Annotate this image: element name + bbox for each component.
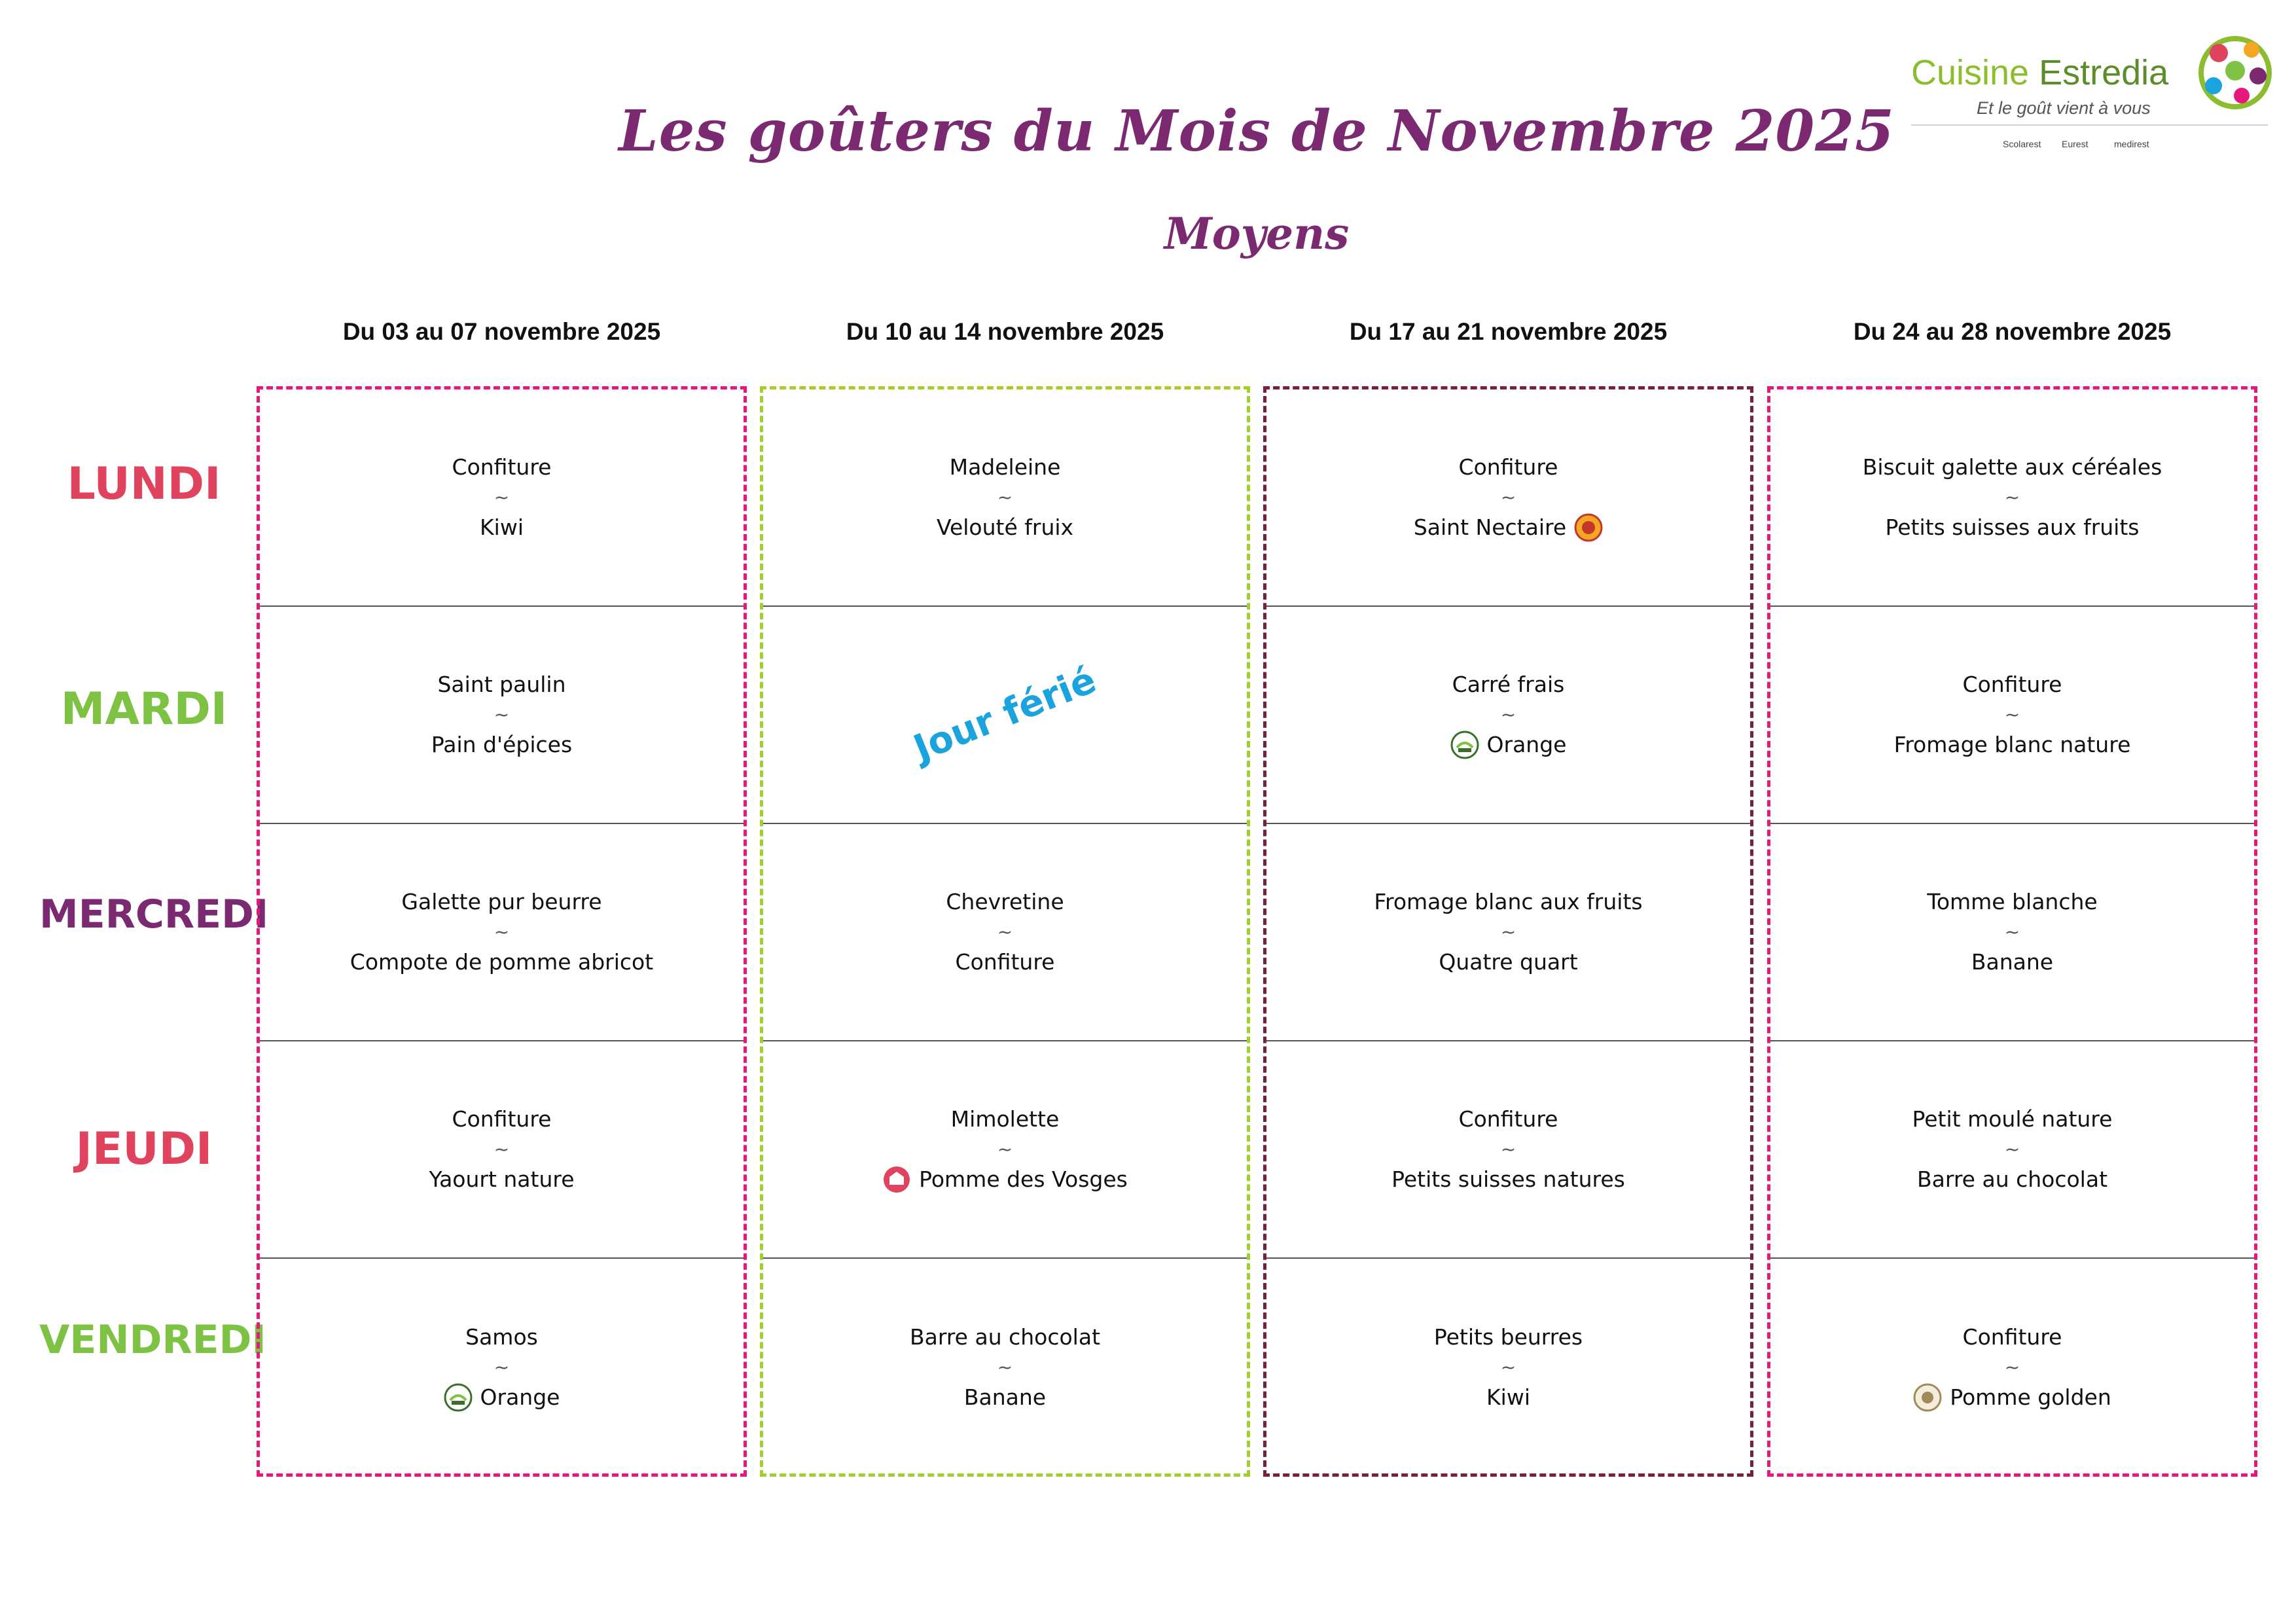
week-header-2: Du 10 au 14 novembre 2025 bbox=[846, 318, 1164, 345]
menu-item-separator: ~ bbox=[2004, 1138, 2020, 1160]
menu-item-separator: ~ bbox=[997, 1138, 1013, 1160]
menu-item-secondary: Confiture bbox=[955, 949, 1055, 975]
week-header-1: Du 03 au 07 novembre 2025 bbox=[342, 318, 661, 345]
brand-name-part1: Cuisine bbox=[1911, 53, 2039, 92]
menu-item-secondary: Kiwi bbox=[1486, 1384, 1530, 1410]
menu-cell-week4-mardi bbox=[1770, 607, 2254, 824]
menu-item-secondary-row bbox=[1450, 730, 1567, 760]
eco-label-icon bbox=[444, 1383, 473, 1412]
menu-item-secondary-row bbox=[882, 1164, 1128, 1195]
menu-item-secondary: Orange bbox=[1486, 732, 1567, 757]
menu-cell-week3-mardi bbox=[1266, 607, 1750, 824]
quality-label-icon bbox=[1913, 1383, 1942, 1412]
menu-cell-week3-mercredi bbox=[1266, 824, 1750, 1041]
week-header-3: Du 17 au 21 novembre 2025 bbox=[1349, 318, 1668, 345]
menu-cell-week4-lundi bbox=[1770, 389, 2254, 607]
menu-cell-week1-mardi bbox=[260, 607, 744, 824]
menu-item-primary: Chevretine bbox=[946, 889, 1064, 914]
menu-item-separator: ~ bbox=[493, 1356, 510, 1378]
menu-item-primary: Confiture bbox=[452, 1106, 552, 1132]
menu-cell-week4-mercredi bbox=[1770, 824, 2254, 1041]
day-label-jeudi: JEUDI bbox=[75, 1123, 213, 1175]
menu-item-secondary: Pomme des Vosges bbox=[919, 1166, 1128, 1192]
menu-item-separator: ~ bbox=[1500, 704, 1516, 725]
menu-item-primary: Galette pur beurre bbox=[401, 889, 602, 914]
menu-item-secondary: Banane bbox=[1971, 949, 2054, 975]
menu-item-secondary: Yaourt nature bbox=[429, 1166, 575, 1192]
week-column-1 bbox=[257, 386, 747, 1477]
menu-item-primary: Petit moulé nature bbox=[1912, 1106, 2113, 1132]
menu-cell-week1-mercredi bbox=[260, 824, 744, 1041]
brand-name bbox=[1911, 52, 2168, 93]
menu-item-secondary: Saint Nectaire bbox=[1413, 514, 1567, 540]
logo-divider bbox=[1911, 124, 2268, 126]
menu-item-secondary: Pain d'épices bbox=[431, 732, 573, 757]
menu-item-primary: Confiture bbox=[1962, 672, 2062, 697]
menu-cell-week2-mardi bbox=[763, 607, 1247, 824]
menu-cell-week2-jeudi bbox=[763, 1041, 1247, 1259]
menu-item-separator: ~ bbox=[1500, 486, 1516, 508]
menu-item-secondary: Petits suisses aux fruits bbox=[1885, 514, 2140, 540]
menu-item-primary: Petits beurres bbox=[1433, 1324, 1583, 1350]
menu-item-primary: Confiture bbox=[1458, 1106, 1558, 1132]
menu-item-separator: ~ bbox=[2004, 704, 2020, 725]
menu-cell-week4-vendredi bbox=[1770, 1259, 2254, 1476]
partner-logo-scolarest: Scolarest bbox=[2003, 139, 2041, 149]
week-column-2 bbox=[760, 386, 1250, 1477]
menu-cell-week1-vendredi bbox=[260, 1259, 744, 1476]
day-label-vendredi: VENDREDI bbox=[39, 1317, 266, 1363]
regional-label-icon bbox=[882, 1165, 911, 1194]
menu-item-separator: ~ bbox=[493, 486, 510, 508]
menu-cell-week4-jeudi bbox=[1770, 1041, 2254, 1259]
menu-item-separator: ~ bbox=[997, 1356, 1013, 1378]
menu-item-separator: ~ bbox=[2004, 921, 2020, 943]
menu-item-primary: Madeleine bbox=[949, 454, 1061, 480]
menu-item-primary: Carré frais bbox=[1452, 672, 1565, 697]
aop-label-icon bbox=[1574, 513, 1603, 542]
menu-item-secondary: Kiwi bbox=[480, 514, 524, 540]
menu-item-secondary: Barre au chocolat bbox=[1916, 1166, 2108, 1192]
menu-item-secondary-row bbox=[1414, 513, 1603, 543]
menu-cell-week2-vendredi bbox=[763, 1259, 1247, 1476]
day-label-mardi: MARDI bbox=[60, 683, 228, 735]
menu-cell-week2-mercredi bbox=[763, 824, 1247, 1041]
brand-logo bbox=[1911, 26, 2278, 170]
menu-item-primary: Mimolette bbox=[950, 1106, 1060, 1132]
menu-cell-week1-jeudi bbox=[260, 1041, 744, 1259]
menu-item-separator: ~ bbox=[493, 921, 510, 943]
menu-item-separator: ~ bbox=[2004, 1356, 2020, 1378]
menu-cell-week1-lundi bbox=[260, 389, 744, 607]
menu-cell-week3-vendredi bbox=[1266, 1259, 1750, 1476]
week-column-4 bbox=[1767, 386, 2257, 1477]
week-header-4: Du 24 au 28 novembre 2025 bbox=[1853, 318, 2172, 345]
menu-item-secondary-row bbox=[444, 1382, 560, 1413]
menu-item-secondary: Quatre quart bbox=[1439, 949, 1578, 975]
partner-logo-medirest: medirest bbox=[2114, 139, 2149, 149]
menu-item-secondary: Compote de pomme abricot bbox=[350, 949, 654, 975]
week-column-3 bbox=[1263, 386, 1753, 1477]
menu-item-secondary: Fromage blanc nature bbox=[1893, 732, 2131, 757]
menu-item-separator: ~ bbox=[493, 704, 510, 725]
menu-item-separator: ~ bbox=[2004, 486, 2020, 508]
page-title: Les goûters du Mois de Novembre 2025 bbox=[619, 98, 1895, 164]
menu-item-secondary-row bbox=[1913, 1382, 2111, 1413]
menu-item-primary: Samos bbox=[465, 1324, 538, 1350]
menu-cell-week3-jeudi bbox=[1266, 1041, 1750, 1259]
menu-item-secondary: Velouté fruix bbox=[936, 514, 1074, 540]
menu-item-primary: Confiture bbox=[452, 454, 552, 480]
menu-item-primary: Barre au chocolat bbox=[909, 1324, 1101, 1350]
brand-tagline: Et le goût vient à vous bbox=[1977, 98, 2151, 118]
menu-cell-week2-lundi bbox=[763, 389, 1247, 607]
menu-item-primary: Tomme blanche bbox=[1927, 889, 2098, 914]
menu-item-primary: Confiture bbox=[1962, 1324, 2062, 1350]
day-label-lundi: LUNDI bbox=[67, 458, 221, 510]
menu-item-separator: ~ bbox=[1500, 1356, 1516, 1378]
menu-item-separator: ~ bbox=[997, 486, 1013, 508]
holiday-label: Jour férié bbox=[908, 659, 1102, 770]
fruit-burst-icon bbox=[2193, 30, 2278, 115]
menu-item-primary: Fromage blanc aux fruits bbox=[1374, 889, 1643, 914]
day-label-mercredi: MERCREDI bbox=[39, 892, 269, 937]
brand-name-part2: Estredia bbox=[2039, 53, 2169, 92]
menu-item-secondary: Orange bbox=[480, 1384, 560, 1410]
menu-item-primary: Saint paulin bbox=[437, 672, 566, 697]
partner-logo-eurest: Eurest bbox=[2062, 139, 2089, 149]
menu-item-secondary: Pomme golden bbox=[1950, 1384, 2111, 1410]
menu-item-secondary: Petits suisses natures bbox=[1391, 1166, 1625, 1192]
menu-item-separator: ~ bbox=[1500, 921, 1516, 943]
menu-item-separator: ~ bbox=[493, 1138, 510, 1160]
menu-item-separator: ~ bbox=[997, 921, 1013, 943]
menu-item-primary: Biscuit galette aux céréales bbox=[1862, 454, 2162, 480]
eco-label-icon bbox=[1450, 731, 1479, 759]
menu-item-secondary: Banane bbox=[963, 1384, 1047, 1410]
page-subtitle: Moyens bbox=[1164, 208, 1350, 259]
menu-item-primary: Confiture bbox=[1458, 454, 1558, 480]
menu-item-separator: ~ bbox=[1500, 1138, 1516, 1160]
menu-cell-week3-lundi bbox=[1266, 389, 1750, 607]
